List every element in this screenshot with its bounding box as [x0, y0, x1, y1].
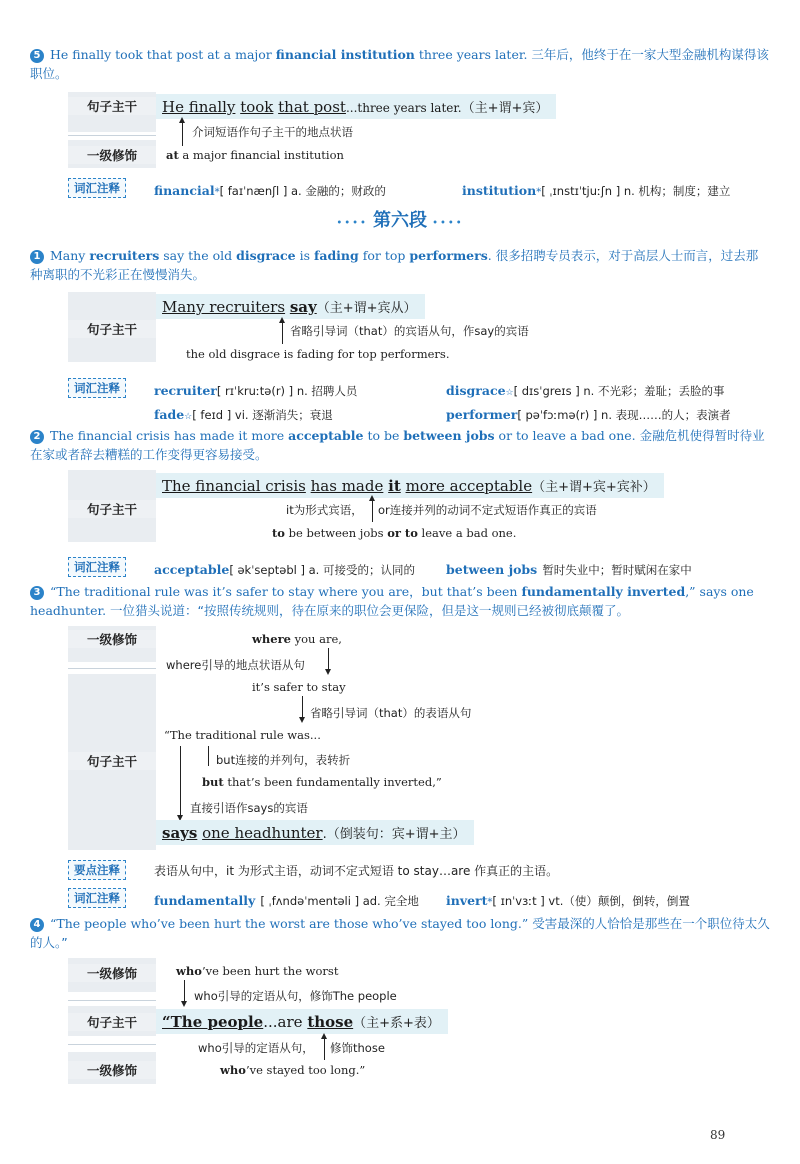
relative-clause: who’ve stayed too long.”	[220, 1063, 366, 1077]
grammar-note: who引导的定语从句，	[198, 1041, 314, 1055]
vocab-tag: 词汇注释	[68, 178, 126, 198]
sentence-4: 4 “The people who’ve been hurt the worst are those who’ve stayed too long.” 受害最深的人恰恰是那些在一个职位待太久的人。”	[30, 916, 770, 950]
main-clause: says one headhunter.（倒装句：宾+谓+主）	[156, 820, 474, 845]
label-first-modifier: 一级修饰	[68, 146, 156, 164]
main-clause: Many recruiters say（主+谓+宾从）	[156, 294, 425, 319]
predicative-clause: it’s safer to stay	[252, 680, 346, 694]
grammar-note: it为形式宾语，	[286, 503, 363, 517]
vocab-invert: invert*[ ɪnˈvɜːt ] vt.（使）颠倒，倒转，倒置	[446, 893, 690, 908]
vocab-performer: performer[ pəˈfɔːmə(r) ] n. 表现……的人；表演者	[446, 407, 731, 422]
key-note-tag: 要点注释	[68, 860, 126, 880]
page-number: 89	[710, 1128, 726, 1142]
vocab-fundamentally: fundamentally [ ˌfʌndəˈmentəli ] ad. 完全地	[154, 893, 419, 908]
sentence-translation: 三年后，他终于在一家大型金融机构谋得该职位。	[30, 47, 769, 81]
vocab-tag: 词汇注释	[68, 557, 126, 577]
main-clause: “The people...are those（主+系+表）	[156, 1009, 448, 1034]
infinitive-phrase: to be between jobs or to leave a bad one.	[272, 526, 517, 540]
label-main-clause: 句子主干	[68, 320, 156, 338]
vocab-disgrace: disgrace☆[ dɪsˈgreɪs ] n. 不光彩；羞耻；丢脸的事	[446, 383, 725, 398]
label-main-clause: 句子主干	[68, 500, 156, 518]
label-main-clause: 句子主干	[68, 1013, 156, 1031]
vocab-tag: 词汇注释	[68, 888, 126, 908]
coordinate-clause: but that’s been fundamentally inverted,”	[202, 775, 442, 789]
sentence-5: 5 He finally took that post at a major financial institution three years later. 三年后，他终于在一家大型金融机构谋得该职位。	[30, 47, 769, 81]
label-main-clause: 句子主干	[68, 752, 156, 770]
sentence-1: 1 Many recruiters say the old disgrace is fading for top performers. 很多招聘专员表示，对于高层人士而言，过去那种离职的不光彩正在慢慢消失。	[30, 248, 759, 282]
sentence-number: 5	[30, 49, 44, 63]
quoted-clause: “The traditional rule was...	[164, 728, 321, 742]
grammar-note: but连接的并列句，表转折	[216, 753, 351, 767]
label-first-modifier: 一级修饰	[68, 630, 156, 648]
label-first-modifier: 一级修饰	[68, 1061, 156, 1079]
grammar-note: who引导的定语从句，修饰The people	[194, 989, 397, 1003]
relative-clause: who’ve been hurt the worst	[176, 964, 339, 978]
grammar-note: 省略引导词（that）的宾语从句，作say的宾语	[290, 324, 529, 338]
vocab-financial: financial*[ faɪˈnænʃl ] a. 金融的；财政的	[154, 183, 386, 198]
sentence-3: 3 “The traditional rule was it’s safer to stay where you are，but that’s been fundamentally inverted,” says one headhunter. 一位猎头说道：“按照传统规则，待在原来的职位会更保险，但是这一规则已经被彻底颠覆了。	[30, 584, 754, 618]
vocab-fade: fade☆[ feɪd ] vi. 逐渐消失；衰退	[154, 407, 333, 422]
vocab-between-jobs: between jobs 暂时失业中；暂时赋闲在家中	[446, 562, 692, 577]
object-clause: the old disgrace is fading for top performers.	[186, 347, 450, 361]
vocab-recruiter: recruiter[ rɪˈkruːtə(r) ] n. 招聘人员	[154, 383, 358, 398]
main-clause: The financial crisis has made it more acceptable（主+谓+宾+宾补）	[156, 473, 664, 498]
modifier-phrase: at a major financial institution	[166, 148, 344, 162]
grammar-note: or连接并列的动词不定式短语作真正的宾语	[378, 503, 597, 517]
section-heading: •••• 第六段 ••••	[336, 210, 464, 231]
grammar-note: where引导的地点状语从句	[166, 658, 305, 672]
vocab-acceptable: acceptable[ əkˈseptəbl ] a. 可接受的；认同的	[154, 562, 415, 577]
grammar-note: 介词短语作句子主干的地点状语	[192, 125, 353, 139]
label-main-clause: 句子主干	[68, 97, 156, 115]
adverbial-clause: where you are,	[252, 632, 342, 646]
main-clause: He finally took that post...three years later.（主+谓+宾）	[156, 94, 556, 119]
grammar-note: 修饰those	[330, 1041, 385, 1055]
sentence-2: 2 The financial crisis has made it more acceptable to be between jobs or to leave a bad one. 金融危机使得暂时待业在家或者辞去糟糕的工作变得更容易接受。	[30, 428, 765, 462]
label-first-modifier: 一级修饰	[68, 964, 156, 982]
vocab-tag: 词汇注释	[68, 378, 126, 398]
grammar-note: 省略引导词（that）的表语从句	[310, 706, 472, 720]
vocab-institution: institution*[ ˌɪnstɪˈtjuːʃn ] n. 机构；制度；建立	[462, 183, 731, 198]
key-note: 表语从句中，it 为形式主语，动词不定式短语 to stay…are 作真正的主语。	[154, 864, 559, 878]
grammar-note: 直接引语作says的宾语	[190, 801, 308, 815]
